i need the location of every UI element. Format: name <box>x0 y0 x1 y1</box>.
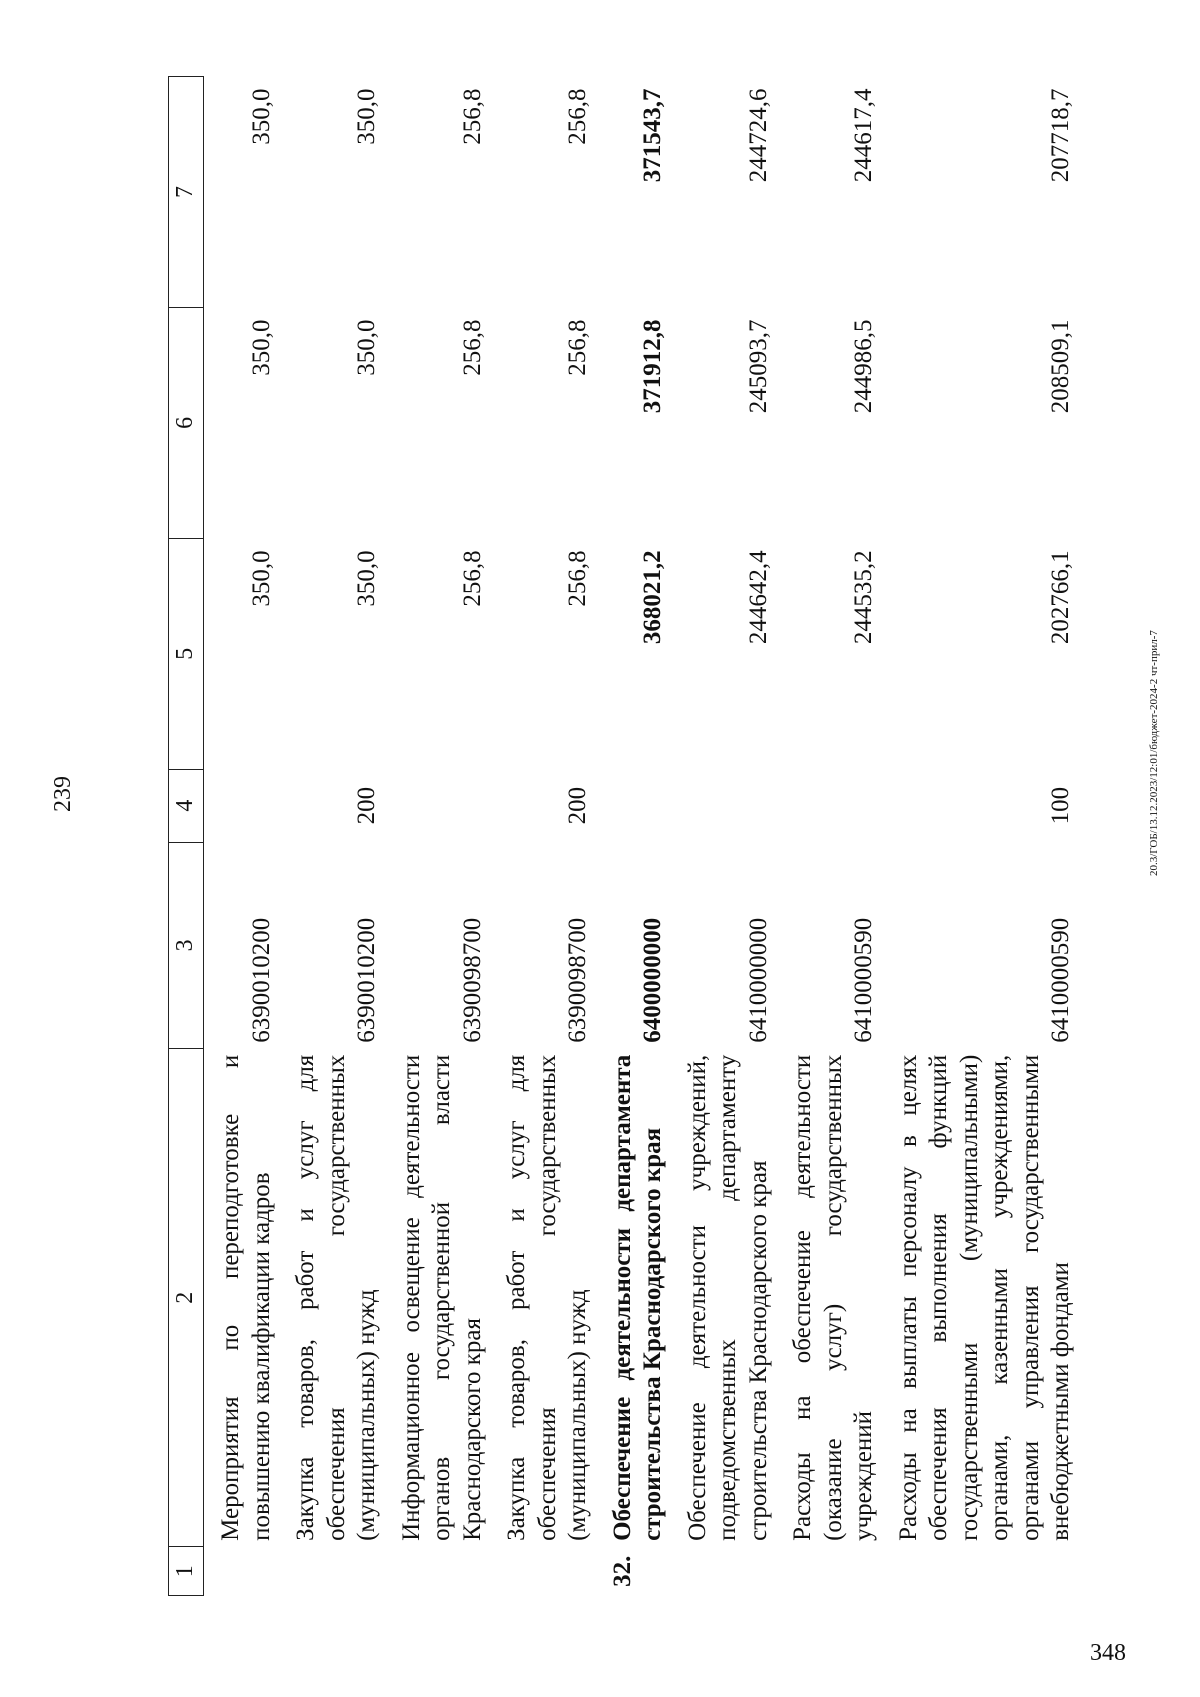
row-name: Мероприятия по переподготовке и повышению квалификации кадров <box>217 1054 275 1541</box>
table-header-row <box>169 77 204 1596</box>
row-value-col7: 256,8 <box>564 88 591 145</box>
column-header: 4 <box>169 769 204 842</box>
row-type <box>671 769 777 842</box>
row-number: 32. <box>608 1555 636 1587</box>
row-value-col6: 256,8 <box>564 319 591 376</box>
row-value-col6: 371912,8 <box>639 319 666 414</box>
row-number <box>204 1547 280 1596</box>
row-value-col6: 245093,7 <box>744 319 772 414</box>
row-code: 6390098700 <box>458 917 486 1043</box>
table-row <box>671 77 777 1596</box>
row-name: Закупка товаров, работ и услуг для обеспечения государственных (муниципальных) нужд <box>292 1054 380 1541</box>
row-name: Расходы на выплаты персоналу в целях обеспечения выполнения функций государственными (муниципальными) органами, казенными учреждениями, органами управления государственными внебюджетными фондами <box>894 1054 1074 1541</box>
table-row <box>385 77 491 1596</box>
row-type: 100 <box>1047 786 1074 825</box>
row-name: Обеспечение деятельности департамента строительства Краснодарского края <box>608 1054 666 1541</box>
row-value-col7: 371543,7 <box>639 88 666 183</box>
column-header: 6 <box>169 307 204 538</box>
row-value-col5: 256,8 <box>458 550 486 607</box>
row-type: 200 <box>353 786 380 825</box>
row-value-col7: 256,8 <box>458 88 486 145</box>
table-row <box>776 77 882 1596</box>
file-tag: 20.3/ГОБ/13.12.2023/12:01/бюджет-2024-2 чт-прил-7 <box>1148 630 1160 876</box>
row-value-col5: 368021,2 <box>639 550 666 645</box>
table-row <box>490 77 596 1596</box>
row-code: 6410000590 <box>850 917 877 1043</box>
rotated-table-page <box>168 76 1074 1596</box>
row-value-col6: 350,0 <box>353 319 380 376</box>
row-code: 6390010200 <box>353 917 380 1043</box>
row-value-col6: 208509,1 <box>1047 319 1074 414</box>
row-value-col7: 244724,6 <box>744 88 772 183</box>
row-number <box>385 1547 491 1596</box>
row-number <box>776 1547 882 1596</box>
row-value-col6: 256,8 <box>458 319 486 376</box>
row-value-col7: 207718,7 <box>1047 88 1074 183</box>
row-value-col7: 350,0 <box>353 88 380 145</box>
row-value-col6: 244986,5 <box>850 319 877 414</box>
budget-table <box>168 76 1079 1596</box>
row-value-col5: 244642,4 <box>744 550 772 645</box>
row-value-col6: 350,0 <box>247 319 275 376</box>
row-value-col5: 244535,2 <box>850 550 877 645</box>
row-type <box>776 769 882 842</box>
page-number-bottom: 348 <box>1090 1640 1126 1666</box>
row-type <box>385 769 491 842</box>
row-name: Информационное освещение деятельности органов государственной власти Краснодарского края <box>397 1054 486 1541</box>
row-number <box>490 1547 596 1596</box>
column-header: 3 <box>169 842 204 1049</box>
table-row <box>204 77 280 1596</box>
row-code: 6390010200 <box>247 917 275 1043</box>
column-header: 1 <box>169 1547 204 1596</box>
column-header: 7 <box>169 77 204 308</box>
row-type <box>596 769 671 842</box>
row-code: 6410000590 <box>1047 917 1074 1043</box>
row-value-col7: 244617,4 <box>850 88 877 183</box>
row-code: 6400000000 <box>639 917 666 1043</box>
row-type: 200 <box>564 786 591 825</box>
row-value-col5: 350,0 <box>353 550 380 607</box>
row-number <box>882 1547 1079 1596</box>
row-value-col5: 256,8 <box>564 550 591 607</box>
row-name: Закупка товаров, работ и услуг для обеспечения государственных (муниципальных) нужд <box>503 1054 591 1541</box>
row-value-col5: 350,0 <box>247 550 275 607</box>
row-value-col5: 202766,1 <box>1047 550 1074 645</box>
column-header: 2 <box>169 1049 204 1547</box>
row-code: 6390098700 <box>564 917 591 1043</box>
table-row <box>279 77 385 1596</box>
row-code: 6410000000 <box>744 917 772 1043</box>
table-row <box>882 77 1079 1596</box>
row-type <box>204 769 280 842</box>
row-number <box>279 1547 385 1596</box>
row-name: Расходы на обеспечение деятельности (оказание услуг) государственных учреждений <box>789 1054 877 1541</box>
page-number-top: 239 <box>50 776 76 812</box>
row-number <box>671 1547 777 1596</box>
row-value-col7: 350,0 <box>247 88 275 145</box>
column-header: 5 <box>169 538 204 769</box>
row-name: Обеспечение деятельности учреждений, подведомственных департаменту строительства Краснодарского края <box>683 1054 772 1541</box>
table-row <box>596 77 671 1596</box>
